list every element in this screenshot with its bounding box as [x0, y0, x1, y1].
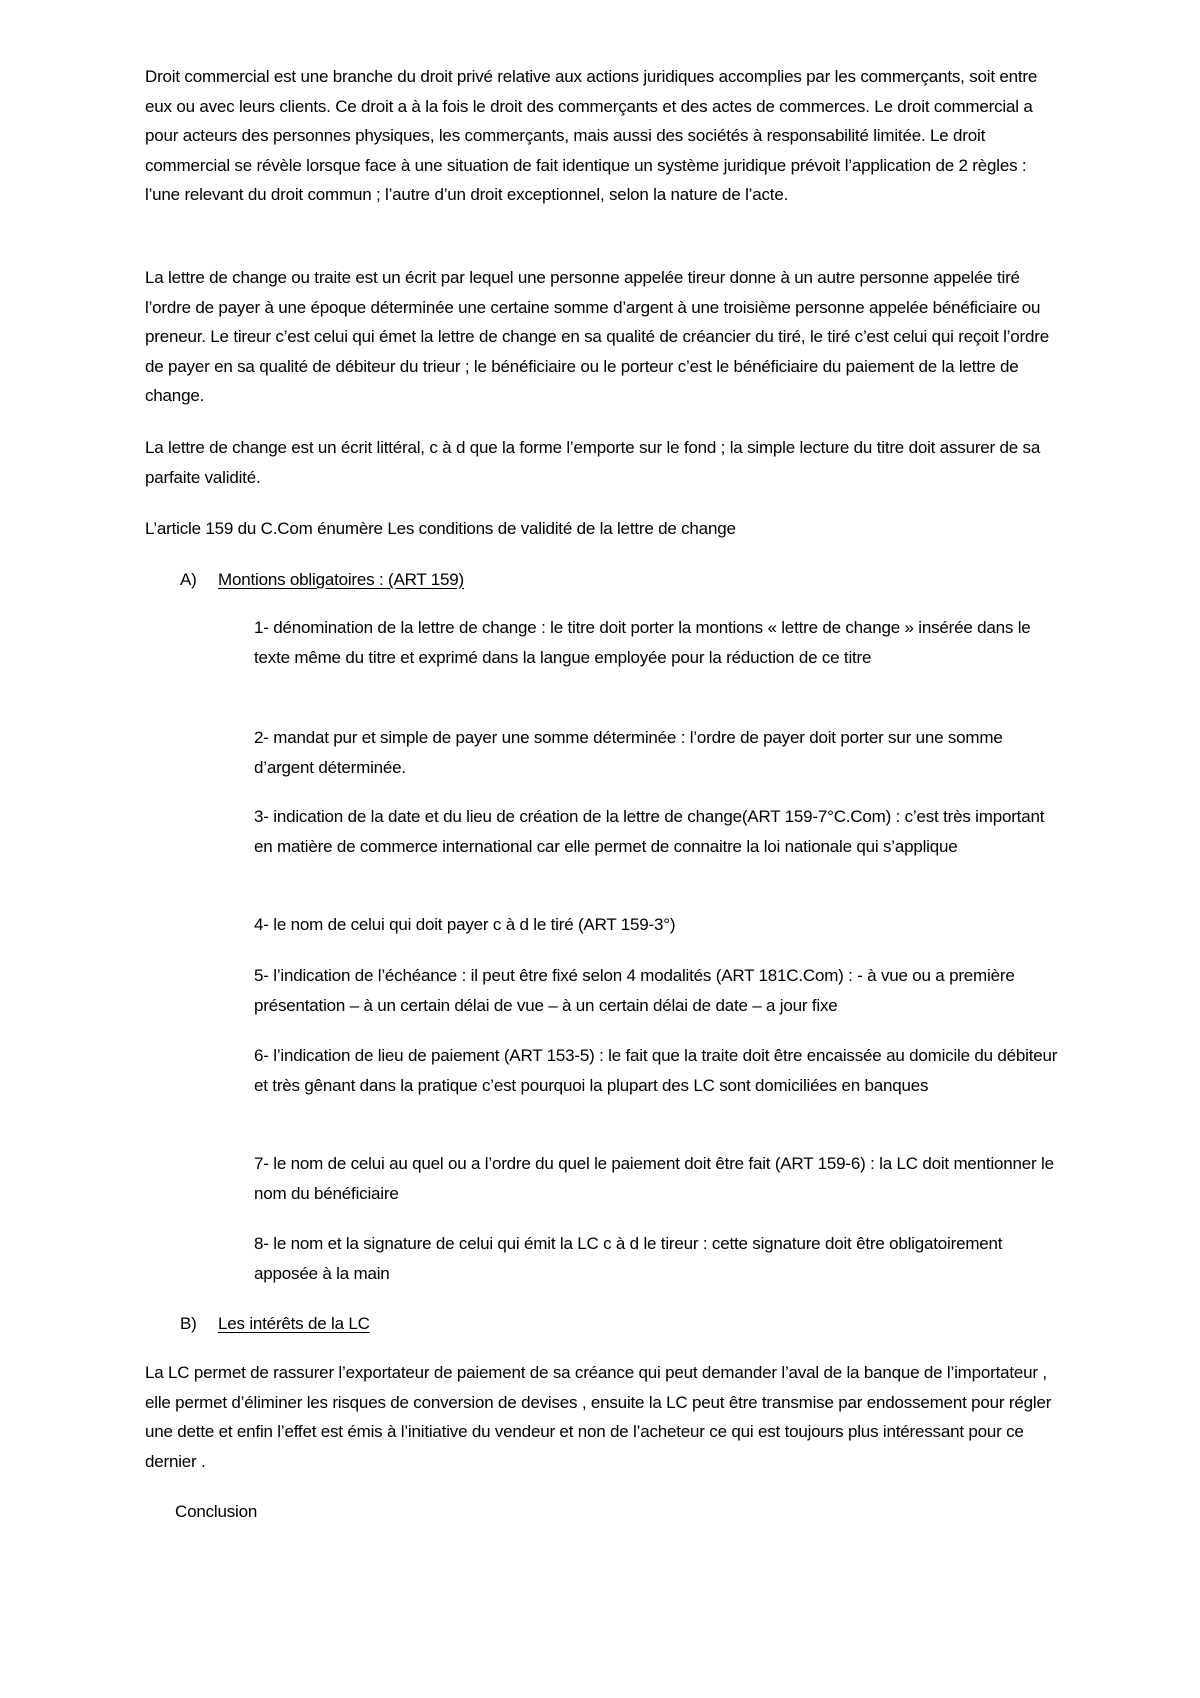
definition-paragraph: La lettre de change ou traite est un écrit par lequel une personne appelée tireur donne à un autre personne appelée tiré l’ordre de payer à une époque déterminée une certaine somme d’argent à une troisième personne appelée bénéficiaire ou preneur. Le tireur c’est celui qui émet la lettre de change en sa qualité de créancier du tiré, le tiré c’est celui qui reçoit l’ordre de payer en sa qualité de débiteur du trieur ; le bénéficiaire ou le porteur c’est le bénéficiaire du paiement de la lettre de change. [145, 268, 1049, 405]
conclusion-label: Conclusion [175, 1502, 258, 1521]
mandatory-item-4: 4- le nom de celui qui doit payer c à d le tiré (ART 159-3°) [254, 915, 676, 934]
section-a-letter: A) [180, 570, 197, 589]
mandatory-item-7: 7- le nom de celui au quel ou a l’ordre du quel le paiement doit être fait (ART 159-6) : la LC doit mentionner le nom du bénéficiaire [254, 1154, 1054, 1203]
literal-writing-paragraph: La lettre de change est un écrit littéral, c à d que la forme l’emporte sur le fond ; la simple lecture du titre doit assurer de sa parfaite validité. [145, 438, 1041, 487]
mandatory-item-2: 2- mandat pur et simple de payer une somme déterminée : l’ordre de payer doit porter sur une somme d’argent déterminée. [254, 728, 1003, 777]
section-a-heading [180, 565, 464, 595]
mandatory-item-1: 1- dénomination de la lettre de change : le titre doit porter la montions « lettre de change » insérée dans le texte même du titre et exprimé dans la langue employée pour la réduction de ce titre [254, 618, 1031, 667]
section-b-title: Les intérêts de la LC [218, 1314, 370, 1333]
mandatory-item-5: 5- l’indication de l’échéance : il peut être fixé selon 4 modalités (ART 181C.Com) : - à vue ou a première présentation – à un certain délai de vue – à un certain délai de date – a jour fixe [254, 966, 1015, 1015]
mandatory-item-6: 6- l’indication de lieu de paiement (ART 153-5) : le fait que la traite doit être encaissée au domicile du débiteur et très gênant dans la pratique c’est pourquoi la plupart des LC sont domiciliées en banques [254, 1046, 1058, 1095]
section-b-heading [180, 1309, 370, 1339]
interests-paragraph: La LC permet de rassurer l’exportateur de paiement de sa créance qui peut demander l’aval de la banque de l’importateur , elle permet d’éliminer les risques de conversion de devises , ensuite la LC peut être transmise par endossement pour régler une dette et enfin l’effet est émis à l’initiative du vendeur et non de l’acheteur ce qui est toujours plus intéressant pour ce dernier . [145, 1363, 1052, 1471]
mandatory-item-8: 8- le nom et la signature de celui qui émit la LC c à d le tireur : cette signature doit être obligatoirement apposée à la main [254, 1234, 1003, 1283]
intro-paragraph: Droit commercial est une branche du droit privé relative aux actions juridiques accomplies par les commerçants, soit entre eux ou avec leurs clients. Ce droit a à la fois le droit des commerçants et des actes de commerces. Le droit commercial a pour acteurs des personnes physiques, les commerçants, mais aussi des sociétés à responsabilité limitée. Le droit commercial se révèle lorsque face à une situation de fait identique un système juridique prévoit l’application de 2 règles : l’une relevant du droit commun ; l’autre d’un droit exceptionnel, selon la nature de l’acte. [145, 67, 1038, 204]
mandatory-item-3: 3- indication de la date et du lieu de création de la lettre de change(ART 159-7°C.Com) : c’est très important en matière de commerce international car elle permet de connaitre la loi nationale qui s’applique [254, 807, 1045, 856]
section-b-letter: B) [180, 1314, 197, 1333]
article-159-paragraph: L’article 159 du C.Com énumère Les conditions de validité de la lettre de change [145, 519, 736, 538]
section-a-title: Montions obligatoires : (ART 159) [218, 570, 465, 589]
